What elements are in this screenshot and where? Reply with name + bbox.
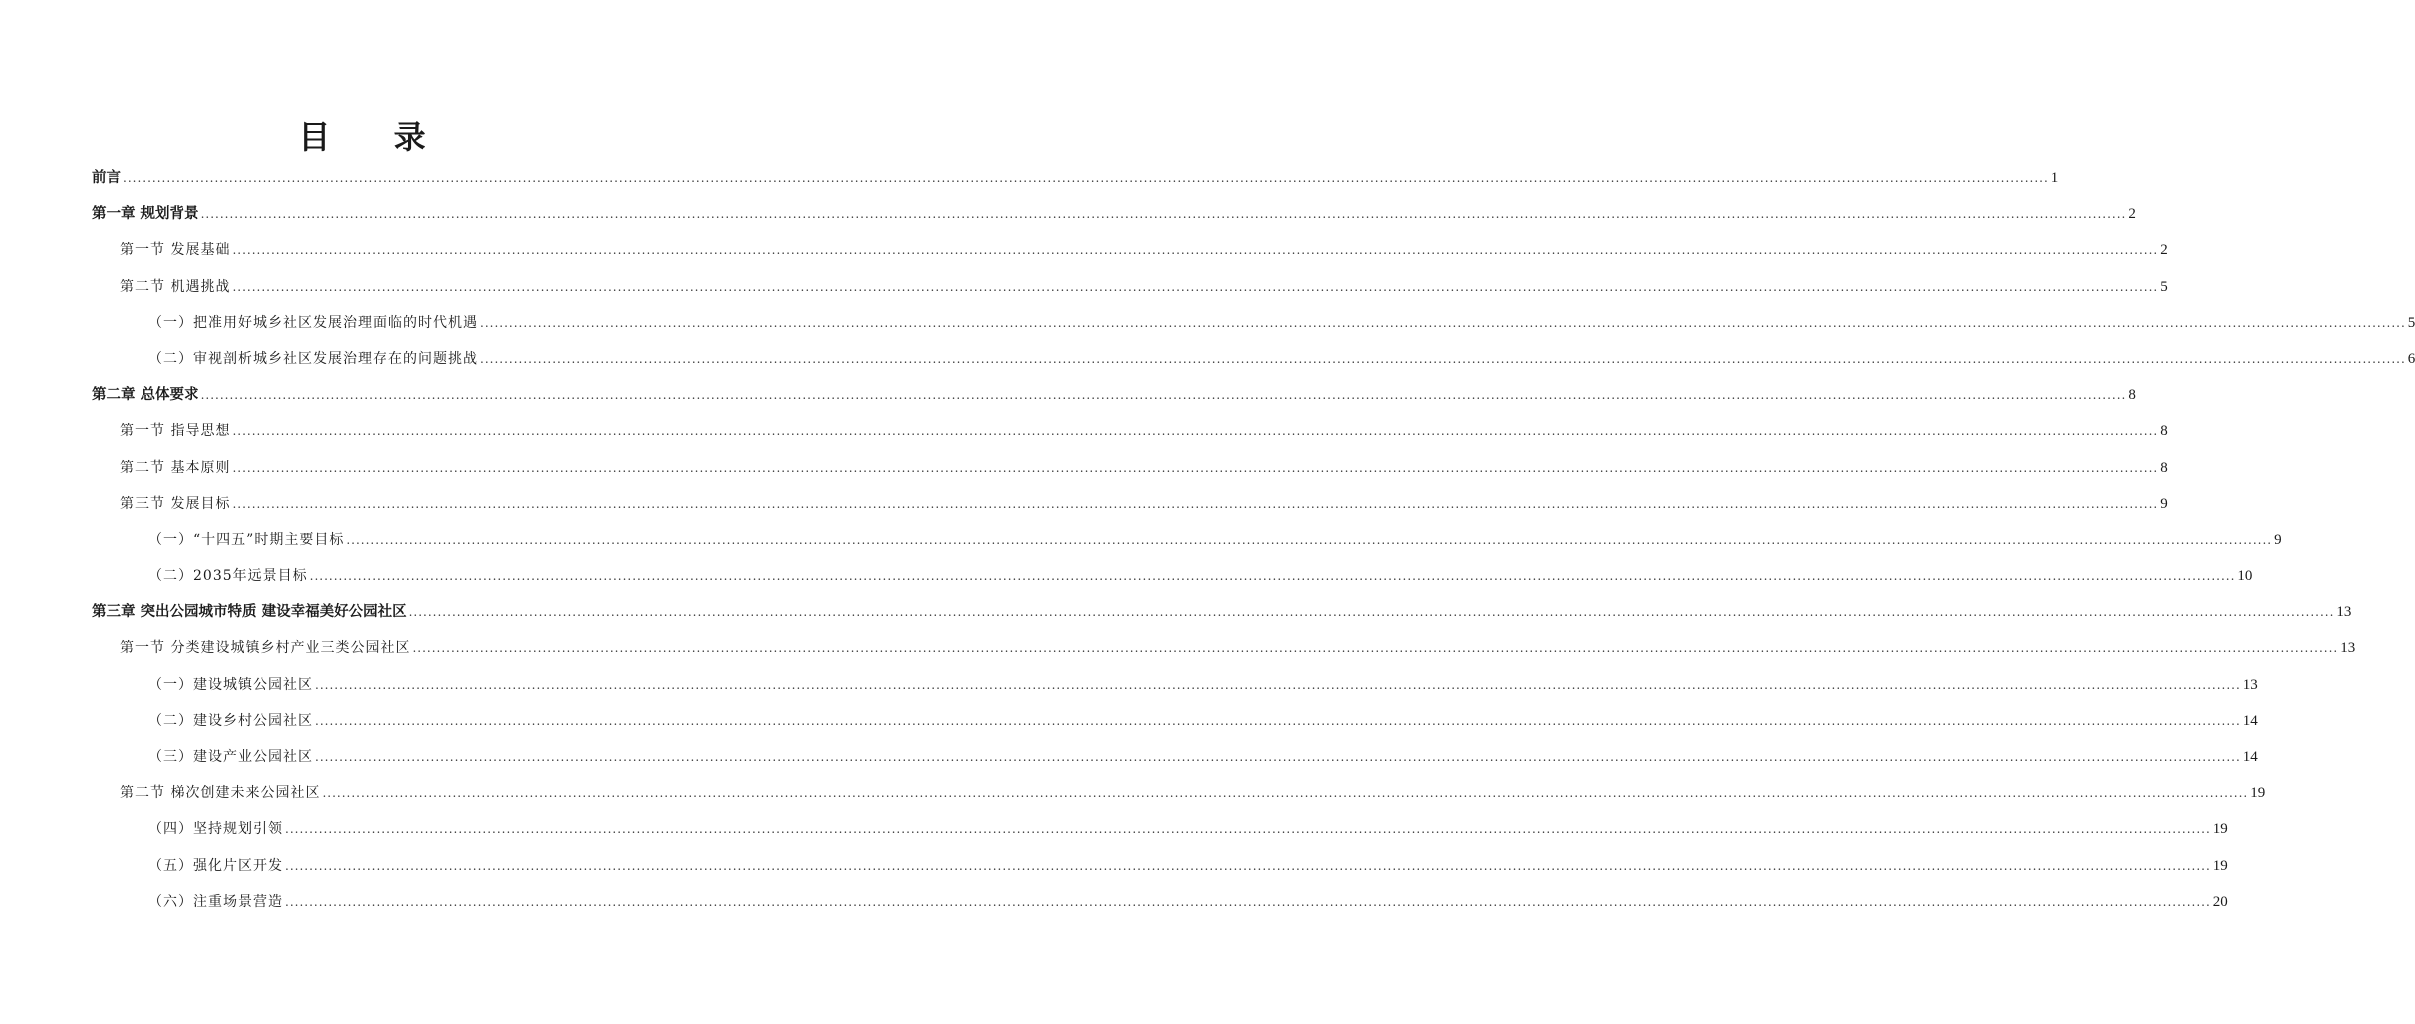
toc-entry-label: （三）建设产业公园社区 — [148, 749, 313, 765]
toc-subsection-entry[interactable] — [92, 564, 2253, 600]
toc-section-entry[interactable] — [92, 456, 2168, 492]
toc-page-number: 9 — [2274, 531, 2282, 548]
toc-section-entry[interactable] — [92, 781, 2266, 817]
toc-dot-leader: ................................................................................................................................................................................................................................................................................................................................................................................................................ — [200, 207, 2127, 222]
toc-page-number: 5 — [2407, 314, 2415, 331]
toc-dot-leader: ................................................................................................................................................................................................................................................................................................................................................................................................................ — [412, 641, 2339, 656]
toc-subsection-entry[interactable] — [92, 311, 2415, 347]
toc-dot-leader: ................................................................................................................................................................................................................................................................................................................................................................................................................ — [232, 460, 2159, 475]
toc-page-number: 8 — [2128, 387, 2136, 404]
toc-entry-label: 第二节 基本原则 — [120, 459, 231, 476]
toc-dot-leader: ................................................................................................................................................................................................................................................................................................................................................................................................................ — [315, 713, 2241, 728]
toc-subsection-entry[interactable] — [92, 817, 2228, 853]
toc-dot-leader: ................................................................................................................................................................................................................................................................................................................................................................................................................ — [232, 496, 2159, 511]
toc-page-number: 19 — [2212, 821, 2228, 838]
toc-page-number: 2 — [2160, 242, 2168, 259]
toc-entry-label: 第三节 发展目标 — [120, 495, 231, 512]
toc-dot-leader: ................................................................................................................................................................................................................................................................................................................................................................................................................ — [480, 315, 2406, 330]
toc-page-number: 19 — [2212, 857, 2228, 874]
toc-dot-leader: ................................................................................................................................................................................................................................................................................................................................................................................................................ — [285, 894, 2211, 909]
toc-dot-leader: ................................................................................................................................................................................................................................................................................................................................................................................................................ — [200, 388, 2127, 403]
toc-page-number: 5 — [2160, 278, 2168, 295]
toc-entry-label: 第一节 指导思想 — [120, 423, 231, 440]
toc-chapter-entry[interactable] — [92, 600, 2352, 636]
toc-subsection-entry[interactable] — [92, 528, 2282, 564]
toc-entry-label: （六）注重场景营造 — [148, 893, 283, 910]
toc-dot-leader: ................................................................................................................................................................................................................................................................................................................................................................................................................ — [285, 822, 2211, 837]
toc-page-number: 9 — [2160, 495, 2168, 512]
toc-subsection-entry[interactable] — [92, 854, 2228, 890]
toc-subsection-entry[interactable] — [92, 673, 2258, 709]
toc-entry-label: （二）审视剖析城乡社区发展治理存在的问题挑战 — [148, 350, 478, 367]
toc-entry-label: 第一节 发展基础 — [120, 242, 231, 259]
toc-chapter-entry[interactable] — [92, 166, 2059, 202]
toc-subsection-entry[interactable] — [92, 347, 2415, 383]
toc-entry-label: （五）强化片区开发 — [148, 857, 283, 874]
toc-entry-label: （一）建设城镇公园社区 — [148, 676, 313, 693]
toc-page-number: 8 — [2160, 423, 2168, 440]
toc-dot-leader: ................................................................................................................................................................................................................................................................................................................................................................................................................ — [315, 677, 2241, 692]
toc-dot-leader: ................................................................................................................................................................................................................................................................................................................................................................................................................ — [408, 605, 2335, 620]
toc-entry-label: 第二节 梯次创建未来公园社区 — [120, 785, 321, 802]
toc-entry-label: 第三章 突出公园城市特质 建设幸福美好公园社区 — [92, 604, 407, 621]
toc-entry-label: （一）“十四五”时期主要目标 — [148, 531, 345, 548]
toc-page-number: 14 — [2242, 712, 2258, 729]
toc-dot-leader: ................................................................................................................................................................................................................................................................................................................................................................................................................ — [480, 351, 2406, 366]
toc-dot-leader: ................................................................................................................................................................................................................................................................................................................................................................................................................ — [232, 279, 2159, 294]
toc-dot-leader: ................................................................................................................................................................................................................................................................................................................................................................................................................ — [123, 171, 2049, 185]
toc-entry-label: 第一节 分类建设城镇乡村产业三类公园社区 — [120, 640, 411, 657]
toc-subsection-entry[interactable] — [92, 709, 2258, 745]
toc-page-number: 13 — [2340, 640, 2356, 657]
toc-page-number: 13 — [2242, 676, 2258, 693]
toc-page-number: 10 — [2237, 568, 2253, 585]
toc-section-entry[interactable] — [92, 419, 2168, 455]
toc-dot-leader: ................................................................................................................................................................................................................................................................................................................................................................................................................ — [309, 569, 2236, 584]
toc-chapter-entry[interactable] — [92, 202, 2136, 238]
toc-page-number: 13 — [2336, 604, 2352, 621]
toc-entry-label: （一）把准用好城乡社区发展治理面临的时代机遇 — [148, 314, 478, 331]
toc-subsection-entry[interactable] — [92, 745, 2258, 781]
toc-dot-leader: ................................................................................................................................................................................................................................................................................................................................................................................................................ — [322, 786, 2249, 801]
toc-subsection-entry[interactable] — [92, 890, 2228, 926]
toc-entry-label: 第二节 机遇挑战 — [120, 278, 231, 295]
toc-dot-leader: ................................................................................................................................................................................................................................................................................................................................................................................................................ — [315, 750, 2241, 764]
toc-entry-label: 第一章 规划背景 — [92, 206, 199, 223]
toc-dot-leader: ................................................................................................................................................................................................................................................................................................................................................................................................................ — [285, 858, 2211, 873]
toc-page-number: 20 — [2212, 893, 2228, 910]
toc-page-number: 8 — [2160, 459, 2168, 476]
toc-entry-label: （二）建设乡村公园社区 — [148, 712, 313, 729]
toc-dot-leader: ................................................................................................................................................................................................................................................................................................................................................................................................................ — [232, 424, 2159, 439]
toc-entry-label: 第二章 总体要求 — [92, 387, 199, 404]
toc-dot-leader: ................................................................................................................................................................................................................................................................................................................................................................................................................ — [346, 532, 2273, 547]
toc-entry-label: （四）坚持规划引领 — [148, 821, 283, 838]
toc-section-entry[interactable] — [92, 238, 2168, 274]
toc-section-entry[interactable] — [92, 492, 2168, 528]
table-of-contents — [92, 166, 2415, 926]
toc-dot-leader: ................................................................................................................................................................................................................................................................................................................................................................................................................ — [232, 243, 2159, 258]
toc-entry-label: （二）2035年远景目标 — [148, 568, 308, 585]
toc-page-number: 19 — [2250, 785, 2266, 802]
toc-page-number: 14 — [2242, 749, 2258, 765]
toc-section-entry[interactable] — [92, 275, 2168, 311]
toc-page-number: 1 — [2050, 170, 2059, 186]
toc-chapter-entry[interactable] — [92, 383, 2136, 419]
toc-page-number: 2 — [2128, 206, 2136, 223]
toc-section-entry[interactable] — [92, 636, 2356, 672]
toc-entry-label: 前言 — [92, 170, 121, 186]
toc-page-number: 6 — [2407, 350, 2415, 367]
page-title: 目 录 — [298, 118, 452, 156]
